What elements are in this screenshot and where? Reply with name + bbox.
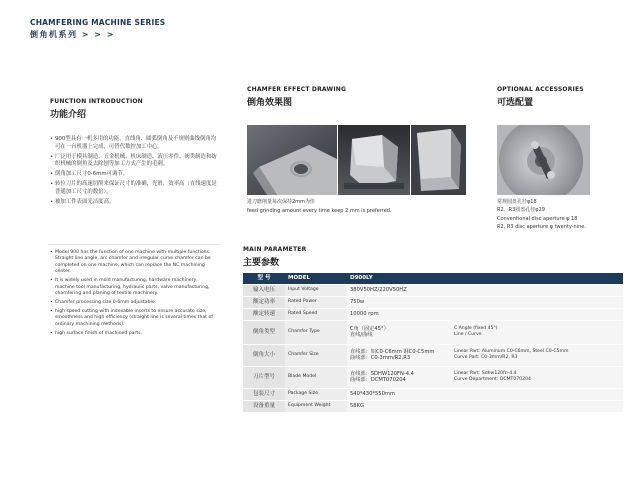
effect-title-en: CHAMFER EFFECT DRAWING [247, 86, 347, 93]
function-item: • It is widely used in mold manufacturing, hardware machinery, machine tool manufacturing, hydraulic parts, valve manufacturing, chamfering and planing of textile machinery. [50, 278, 218, 297]
row-note-line: Linear Part: Sdhw120fn-4.4 [454, 371, 517, 376]
function-list-cn [50, 136, 218, 209]
row-label-en: Equipment Weight [285, 400, 347, 412]
row-value-line: 直线部：SDHW120FN-4.4 [350, 371, 414, 377]
table-row [243, 344, 623, 366]
row-label-en: Rated Power [285, 296, 347, 308]
accessories-title-cn: 可选配置 [497, 98, 534, 108]
row-note [451, 308, 623, 320]
row-value: 540*430*550mm [347, 388, 451, 400]
row-note [451, 296, 623, 308]
row-label-en: Chamfer Type [285, 320, 347, 344]
row-label-en: Rated Speed [285, 308, 347, 320]
row-note [451, 284, 623, 296]
effect-caption-en: feed grinding amount every time keep 2 mm is preferred. [247, 208, 392, 214]
row-value-line: 直线/曲线 [350, 332, 373, 338]
function-item: • 900型具有一机多用的功能，直线角、圆弧倒角及不规则曲线倒角均可在一台机器上完成，可替代数控加工中心。 [50, 136, 218, 151]
row-value-line: 直线部：铝C0-C6mm 钢C0-C5mm [350, 349, 435, 355]
row-value [347, 344, 451, 366]
row-value [347, 366, 451, 388]
effect-caption-cn: 进刀磨削量每次保持2mm为佳 [247, 199, 315, 205]
table-row [243, 388, 623, 400]
row-note-line: Curve Part: C0-3mm/R2, R3 [454, 355, 518, 360]
row-label-en: Blade Model [285, 366, 347, 388]
function-item: • 广泛用于模具制造、五金机械、机床制造、液压零件、阀类制造和纺织机械的倒角及去除刨等加工方式产生的毛刺。 [50, 154, 218, 169]
row-note [451, 344, 623, 366]
function-item: • 转位刀片的高速切削来保证尺寸的准确，光滑，效率高（直线速度是普通加工尺寸的数倍）。 [50, 181, 218, 196]
accessory-photo [497, 125, 590, 195]
effect-title-cn: 倒角效果图 [247, 98, 293, 108]
row-value [347, 320, 451, 344]
row-note-line: Curve Department: DCMT070204 [454, 377, 531, 382]
series-title: CHAMFERING MACHINE SERIES [30, 18, 166, 27]
row-note [451, 366, 623, 388]
header-model-cn: 型 号 [243, 273, 285, 284]
table-header-row [243, 273, 623, 284]
row-note-line: C Angle (fixed 45°) [454, 326, 498, 331]
row-value-line: C角（固定45°） [350, 326, 389, 332]
row-value-line: 曲线部：DCMT070204 [350, 377, 406, 383]
table-row [243, 320, 623, 344]
row-label-cn: 倒角大小 [243, 344, 285, 366]
function-item: • Chamfer processing size 0-6mm adjustable. [50, 300, 218, 306]
function-item: • Model 900 has the function of one machine with multiple functions. Straight line angle, arc chamfer and irregular curve chamfer can be completed on one machine, which can replace the NC machining center. [50, 250, 218, 276]
series-subtitle: 倒角机系列 > > > [30, 30, 115, 39]
row-label-cn: 刀片型号 [243, 366, 285, 388]
table-row [243, 296, 623, 308]
function-item: • 被加工件表面光洁度高。 [50, 199, 218, 207]
row-label-cn: 倒角类型 [243, 320, 285, 344]
table-row [243, 366, 623, 388]
row-value: 58KG [347, 400, 451, 412]
row-value: 750w [347, 296, 451, 308]
function-list-en [50, 250, 218, 340]
row-note [451, 388, 623, 400]
row-label-cn: 设备重量 [243, 400, 285, 412]
chamfer-photo-3 [411, 125, 466, 195]
row-value: 10000 rpm [347, 308, 451, 320]
function-title-en: FUNCTION INTRODUCTION [50, 98, 143, 105]
table-row [243, 400, 623, 412]
accessory-caption-en-1: Conventional disc aperture φ 18 [497, 216, 578, 222]
accessory-caption-cn-1: 常规圆盘孔径φ18 [497, 199, 537, 205]
function-item: • 倒角加工尺寸0-6mm可调节。 [50, 171, 218, 179]
row-value-line: 曲线部：C0-3mm/R2,R3 [350, 355, 411, 361]
row-note-line: Line / Curve [454, 332, 482, 337]
row-label-cn: 输入电压 [243, 284, 285, 296]
row-label-en: Package Size [285, 388, 347, 400]
params-title-en: MAIN PARAMETER [243, 246, 307, 253]
row-label-cn: 额定功率 [243, 296, 285, 308]
row-label-en: Chamfer Size [285, 344, 347, 366]
row-note-line: Linear Part: Aluminum C0-C6mm, Steel C0-C5mm [454, 349, 569, 354]
row-label-cn: 包装尺寸 [243, 388, 285, 400]
row-note [451, 320, 623, 344]
params-title-cn: 主要参数 [243, 258, 280, 268]
header-model-value: D900LY [347, 273, 623, 284]
accessory-caption-en-2: R2, R3 disc aperture φ twenty-nine. [497, 224, 586, 230]
function-item: • high speed cutting with indexable inserts to ensure accurate size, smoothness and high efficiency (straight line is several times that of ordinary machining methods). [50, 309, 218, 328]
accessories-title-en: OPTIONAL ACCESSORIES [497, 86, 584, 93]
divider [48, 244, 220, 245]
row-label-en: Input Voltage [285, 284, 347, 296]
header-model-en: MODEL [285, 273, 347, 284]
row-value: 380V50HZ/220V50HZ [347, 284, 451, 296]
function-item: • high surface finish of machined parts. [50, 331, 218, 337]
chamfer-photo-1 [247, 125, 337, 195]
row-note [451, 400, 623, 412]
table-row [243, 284, 623, 296]
chamfer-photo-2 [338, 125, 410, 195]
parameter-table [243, 273, 623, 413]
table-row [243, 308, 623, 320]
accessory-caption-cn-2: R2、R3圆盘孔径φ29 [497, 207, 545, 213]
function-title-cn: 功能介绍 [50, 110, 87, 120]
row-label-cn: 额定转速 [243, 308, 285, 320]
